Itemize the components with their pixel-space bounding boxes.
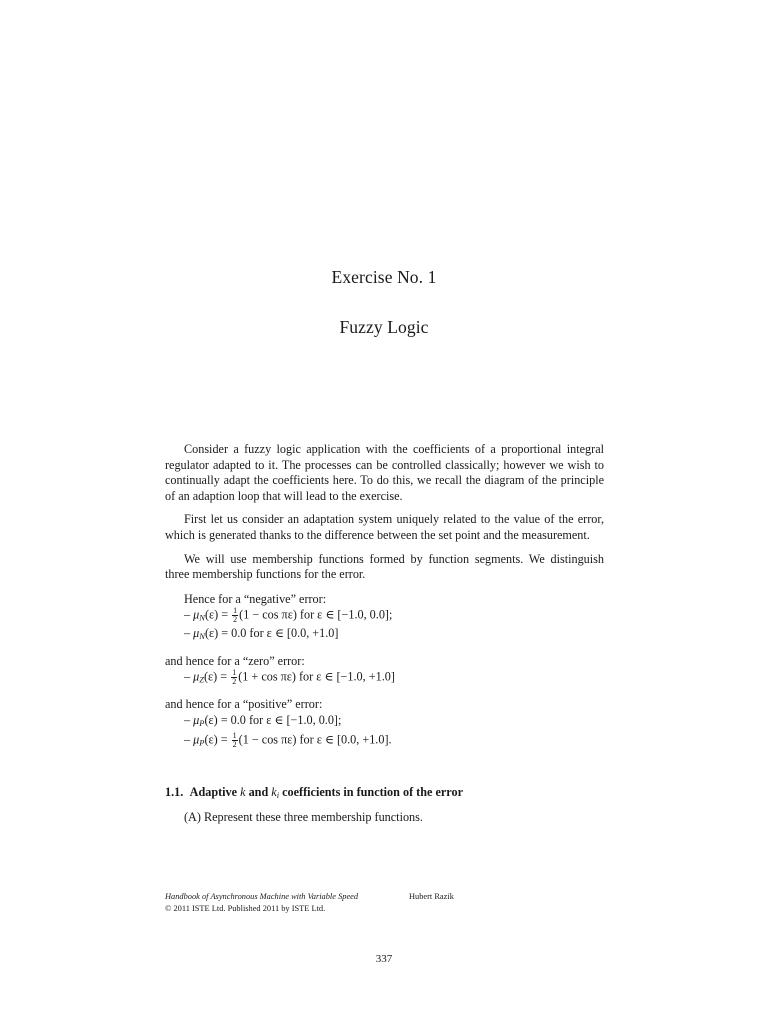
negative-formula-2: – $\mu_N(\varepsilon) = 0.0$ for ε ∈ [0.0, +1.0]	[184, 626, 339, 642]
negative-formula-1: – $\mu_N(\varepsilon)$ = $\frac{1}{2}$ (1 − cos πε) for ε ∈ [−1.0, 0.0];	[184, 606, 393, 625]
zero-formula-1: – $\mu_Z(\varepsilon)$ = $\frac{1}{2}$ (1 + cos πε) for ε ∈ [−1.0, +1.0]	[184, 668, 395, 687]
question-a: (A) Represent these three membership functions.	[184, 810, 423, 824]
footer-author: Hubert Razik	[409, 892, 454, 901]
positive-formula-2: – $\mu_P(\varepsilon)$ = $\frac{1}{2}$ (1 − cos πε) for ε ∈ [0.0, +1.0].	[184, 730, 392, 749]
negative-intro: Hence for a “negative” error:	[184, 591, 327, 606]
fraction-half: $\frac{1}{2}$	[232, 730, 237, 749]
zero-intro: and hence for a “zero” error:	[165, 653, 305, 668]
footer-book-title: Handbook of Asynchronous Machine with Variable Speed	[165, 892, 359, 901]
exercise-title: Exercise No. 1	[331, 267, 437, 287]
fraction-half: $\frac{1}{2}$	[233, 606, 238, 625]
body-text	[165, 442, 604, 750]
positive-intro: and hence for a “positive” error:	[165, 697, 323, 712]
fraction-half: $\frac{1}{2}$	[232, 668, 237, 687]
positive-formula-1: – $\mu_P(\varepsilon) = 0.0$ for ε ∈ [−1.0, 0.0];	[184, 712, 342, 728]
paragraph-intro: Consider a fuzzy logic application with the coefficients of a proportional integral regulator adapted to it. The processes can be controlled classically; however we wish to continually adapt the coefficients here. To do this, we recall the diagram of the principle of an adaption loop that will lead to the exercise.	[165, 442, 604, 503]
chapter-title: Fuzzy Logic	[339, 317, 429, 337]
section-heading: 1.1. Adaptive k and $k_i$ coefficients in function of the error	[165, 785, 463, 800]
footer	[165, 891, 604, 914]
page-number: 337	[375, 953, 393, 965]
paragraph-membership: We will use membership functions formed by function segments. We distinguish three membership functions for the error.	[165, 551, 604, 582]
paragraph-adaptation: First let us consider an adaptation system uniquely related to the value of the error, which is generated thanks to the difference between the set point and the measurement.	[165, 512, 604, 542]
footer-copyright: © 2011 ISTE Ltd. Published 2011 by ISTE Ltd.	[165, 903, 326, 913]
